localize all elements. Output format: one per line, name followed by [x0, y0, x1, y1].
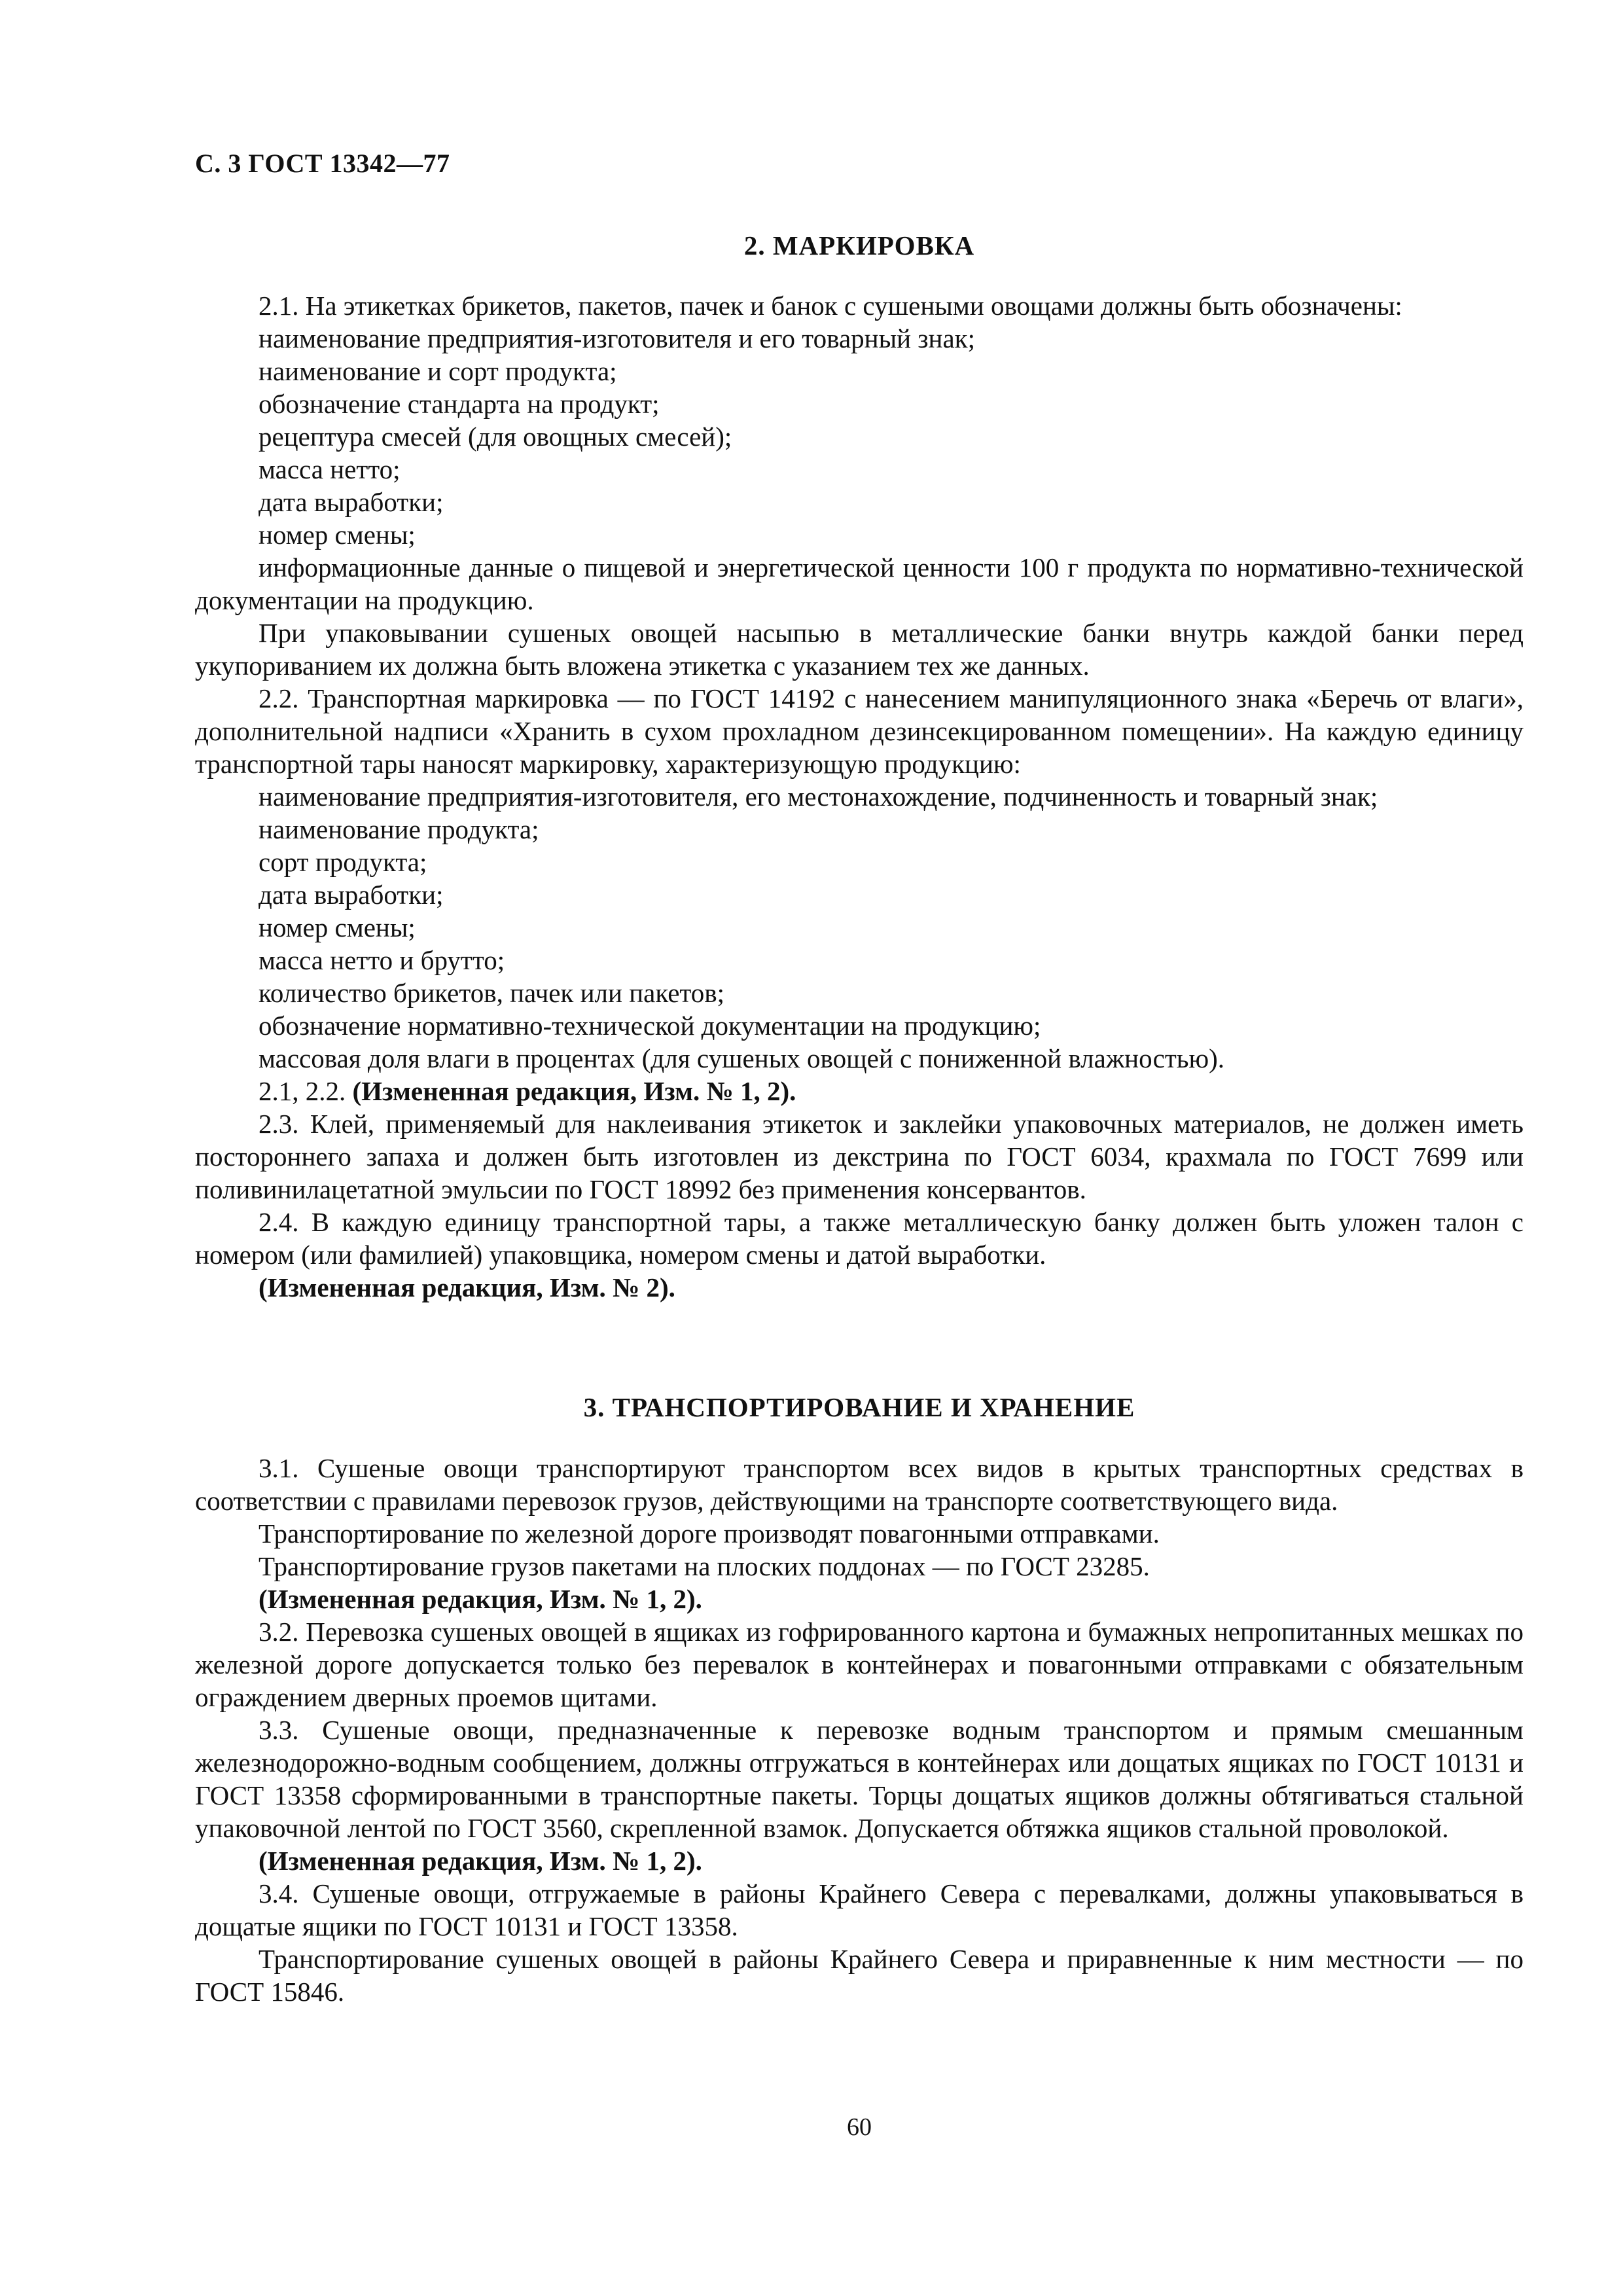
amendment-prefix: 2.1, 2.2.	[259, 1076, 353, 1106]
amendment-note: (Измененная редакция, Изм. № 1, 2).	[259, 1846, 702, 1876]
list-item: номер смены;	[259, 520, 416, 550]
paragraph-2-1-packing: При упаковывании сушеных овощей насыпью в металлические банки внутрь каждой банки перед укупориванием их должна быть вложена этикетка с указанием тех же данных.	[195, 618, 1524, 681]
section-2-body	[195, 289, 1524, 1304]
paragraph-3-1-rail: Транспортирование по железной дороге производят повагонными отправками.	[259, 1518, 1160, 1549]
list-item: обозначение нормативно-технической документации на продукцию;	[259, 1011, 1041, 1041]
list-item: дата выработки;	[259, 487, 444, 517]
section-2	[195, 229, 1524, 262]
list-item: наименование продукта;	[259, 814, 539, 844]
list-item: количество брикетов, пачек или пакетов;	[259, 978, 725, 1008]
section-3	[195, 1391, 1524, 1424]
paragraph-3-4: 3.4. Сушеные овощи, отгружаемые в районы Крайнего Севера с перевалками, должны упаковываться в дощатые ящики по ГОСТ 10131 и ГОСТ 13358.	[195, 1878, 1524, 1941]
list-item: наименование предприятия-изготовителя, его местонахождение, подчиненность и товарный знак;	[259, 781, 1378, 812]
list-item: информационные данные о пищевой и энергетической ценности 100 г продукта по нормативно-технической документации на продукцию.	[195, 552, 1524, 615]
section-3-title: 3. ТРАНСПОРТИРОВАНИЕ И ХРАНЕНИЕ	[583, 1392, 1135, 1422]
list-item: номер смены;	[259, 912, 416, 942]
paragraph-2-4: 2.4. В каждую единицу транспортной тары, а также металлическую банку должен быть уложен талон с номером (или фамилией) упаковщика, номером смены и датой выработки.	[195, 1207, 1524, 1270]
paragraph-3-1: 3.1. Сушеные овощи транспортируют транспортом всех видов в крытых транспортных средствах в соответствии с правилами перевозок грузов, действующими на транспорте соответствующего вида.	[195, 1453, 1524, 1516]
section-3-body	[195, 1452, 1524, 2008]
list-item: масса нетто;	[259, 454, 401, 484]
paragraph-3-1-pallet: Транспортирование грузов пакетами на плоских поддонах — по ГОСТ 23285.	[259, 1551, 1150, 1581]
amendment-bold: (Измененная редакция, Изм. № 1, 2).	[352, 1076, 796, 1106]
amendment-note: (Измененная редакция, Изм. № 2).	[259, 1272, 675, 1302]
amendment-note	[195, 1075, 1524, 1107]
list-item: наименование и сорт продукта;	[259, 356, 617, 386]
list-item: наименование предприятия-изготовителя и его товарный знак;	[259, 323, 975, 353]
paragraph-3-2: 3.2. Перевозка сушеных овощей в ящиках из гофрированного картона и бумажных непропитанных мешках по железной дороге допускается только без перевалок в контейнерах и повагонными отправками с обязательным ограждением дверных проемов щитами.	[195, 1617, 1524, 1712]
list-item: сорт продукта;	[259, 847, 427, 877]
amendment-note: (Измененная редакция, Изм. № 1, 2).	[259, 1584, 702, 1614]
list-item: дата выработки;	[259, 880, 444, 910]
list-item: обозначение стандарта на продукт;	[259, 389, 660, 419]
list-item: массовая доля влаги в процентах (для сушеных овощей с пониженной влажностью).	[259, 1043, 1224, 1073]
paragraph-3-4-north: Транспортирование сушеных овощей в районы Крайнего Севера и приравненные к ним местности — по ГОСТ 15846.	[195, 1944, 1524, 2007]
page-number: 60	[847, 2113, 872, 2141]
paragraph-3-3: 3.3. Сушеные овощи, предназначенные к перевозке водным транспортом и прямым смешанным железнодорожно-водным сообщением, должны отгружаться в контейнерах или дощатых ящиках по ГОСТ 10131 и ГОСТ 13358 сформированными в транспортные пакеты. Торцы дощатых ящиков должны обтягиваться стальной упаковочной лентой по ГОСТ 3560, скрепленной взамок. Допускается обтяжка ящиков стальной проволокой.	[195, 1715, 1524, 1843]
page-header: С. 3 ГОСТ 13342—77	[195, 149, 450, 178]
paragraph-2-1: 2.1. На этикетках брикетов, пакетов, пачек и банок с сушеными овощами должны быть обозначены:	[259, 291, 1402, 321]
section-2-title: 2. МАРКИРОВКА	[743, 230, 975, 260]
paragraph-2-2: 2.2. Транспортная маркировка — по ГОСТ 14192 с нанесением манипуляционного знака «Беречь от влаги», дополнительной надписи «Хранить в сухом прохладном дезинсекцированном помещении». На каждую единицу транспортной тары наносят маркировку, характеризующую продукцию:	[195, 683, 1524, 779]
paragraph-2-3: 2.3. Клей, применяемый для наклеивания этикеток и заклейки упаковочных материалов, не должен иметь постороннего запаха и должен быть изготовлен из декстрина по ГОСТ 6034, крахмала по ГОСТ 7699 или поливинилацетатной эмульсии по ГОСТ 18992 без применения консервантов.	[195, 1109, 1524, 1204]
list-item: масса нетто и брутто;	[259, 945, 505, 975]
list-item: рецептура смесей (для овощных смесей);	[259, 422, 732, 452]
